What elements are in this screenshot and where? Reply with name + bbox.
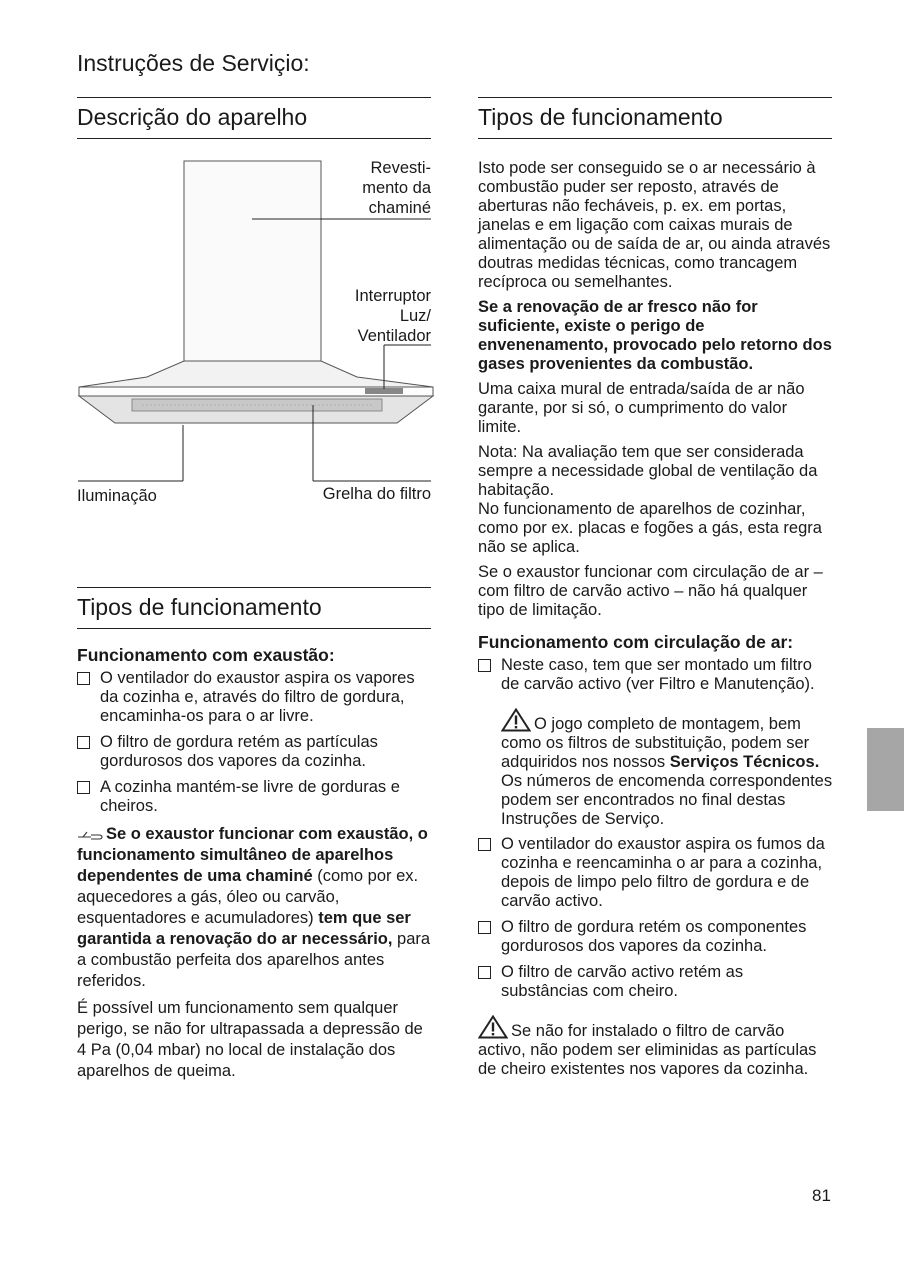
- section-heading-operation-right: Tipos de funcionamento: [478, 104, 723, 130]
- checkbox-square-icon: [478, 659, 491, 672]
- checkbox-square-icon: [478, 838, 491, 851]
- page-number: 81: [812, 1186, 831, 1205]
- checkbox-square-icon: [77, 736, 90, 749]
- right-column-text: [478, 159, 834, 1085]
- warning-triangle-icon: [478, 1015, 508, 1039]
- note-paragraph: Nota: Na avaliação tem que ser considerada sempre a necessidade global de ventilação da habitação. No funcionamento de aparelhos de cozinhar, como por ex. placas e fogões a gás, esta regra não se aplica.: [478, 443, 822, 556]
- list-item: O ventilador do exaustor aspira os fumos da cozinha e reencaminha o ar para a cozinha, depois de limpo pelo filtro de gordura e de carvão activo.: [478, 835, 834, 911]
- paragraph: Se o exaustor funcionar com circulação de ar – com filtro de carvão activo – não há qualquer tipo de limitação.: [478, 563, 823, 619]
- filter-grille: [132, 399, 382, 411]
- list-item: O filtro de gordura retém os componentes gordurosos dos vapores da cozinha.: [478, 918, 834, 956]
- page-title: Instruções de Serviçio:: [77, 50, 310, 76]
- label-chimney-cover: Revesti- mento da chaminé: [362, 159, 431, 217]
- paragraph: Uma caixa mural de entrada/saída de ar não garante, por si só, o cumprimento do valor limite.: [478, 380, 805, 436]
- pointing-hand-icon: [77, 829, 103, 842]
- chimney-note: Se o exaustor funcionar com exaustão, o funcionamento simultâneo de aparelhos dependentes de uma chaminé (como por ex. aquecedores a gás, óleo ou carvão, esquentadores e acumuladores) tem que ser garantida a renovação do ar necessário, para a combustão perfeita dos aparelhos antes referidos.: [77, 825, 431, 990]
- section-tab-marker: [867, 728, 904, 811]
- list-item: O filtro de carvão activo retém as substâncias com cheiro.: [478, 963, 834, 1001]
- list-item: O filtro de gordura retém as partículas gordurosos dos vapores da cozinha.: [77, 733, 433, 771]
- checkbox-square-icon: [77, 781, 90, 794]
- divider: [77, 138, 431, 139]
- list-item: A cozinha mantém-se livre de gorduras e cheiros.: [77, 778, 433, 816]
- list-item: O ventilador do exaustor aspira os vapores da cozinha e, através do filtro de gordura, encaminha-os para o ar livre.: [77, 669, 433, 726]
- divider: [478, 97, 832, 98]
- warning-block: Se não for instalado o filtro de carvão activo, não podem ser eliminidas as partículas de cheiro existentes nos vapores da cozinha.: [478, 1015, 834, 1079]
- poisoning-warning: Se a renovação de ar fresco não for suficiente, existe o perigo de envenenamento, provocado pelo retorno dos gases provenientes da combustão.: [478, 298, 832, 373]
- divider: [77, 97, 431, 98]
- left-column-text: [77, 645, 433, 1088]
- depression-note: É possível um funcionamento sem qualquer perigo, se não for ultrapassada a depressão de 4 Pa (0,04 mbar) no local de instalação dos aparelhos de queima.: [77, 999, 423, 1080]
- section-heading-operation: Tipos de funcionamento: [77, 594, 322, 620]
- warning-triangle-icon: [501, 708, 531, 732]
- label-lighting: Iluminação: [77, 487, 157, 505]
- list-item: Neste caso, tem que ser montado um filtro de carvão activo (ver Filtro e Manutenção).: [478, 656, 834, 694]
- divider: [77, 587, 431, 588]
- subheading-recirculation: Funcionamento com circulação de ar:: [478, 632, 794, 652]
- section-heading-description: Descrição do aparelho: [77, 104, 308, 130]
- label-light-fan-switch: Interruptor Luz/ Ventilador: [354, 287, 431, 345]
- warning-block: O jogo completo de montagem, bem como os filtros de substituição, podem ser adquiridos nos nossos Serviços Técnicos. Os números de encomenda correspondentes podem ser encontrados no final destas Instruções de Serviço.: [478, 708, 834, 829]
- divider: [77, 628, 431, 629]
- paragraph: Isto pode ser conseguido se o ar necessário à combustão puder ser reposto, através de aberturas não fecháveis, p. ex. em portas, janelas e em ligação com caixas murais de alimentação ou de saída de ar, ou ainda através doutras medidas técnicas, como trancagem recíproca ou semelhantes.: [478, 159, 831, 291]
- subheading-exhaust: Funcionamento com exaustão:: [77, 645, 335, 665]
- checkbox-square-icon: [478, 921, 491, 934]
- checkbox-square-icon: [77, 672, 90, 685]
- divider: [478, 138, 832, 139]
- checkbox-square-icon: [478, 966, 491, 979]
- label-filter-grille: Grelha do filtro: [322, 485, 431, 503]
- hood-canopy: [79, 361, 433, 387]
- chimney-cover: [184, 161, 321, 361]
